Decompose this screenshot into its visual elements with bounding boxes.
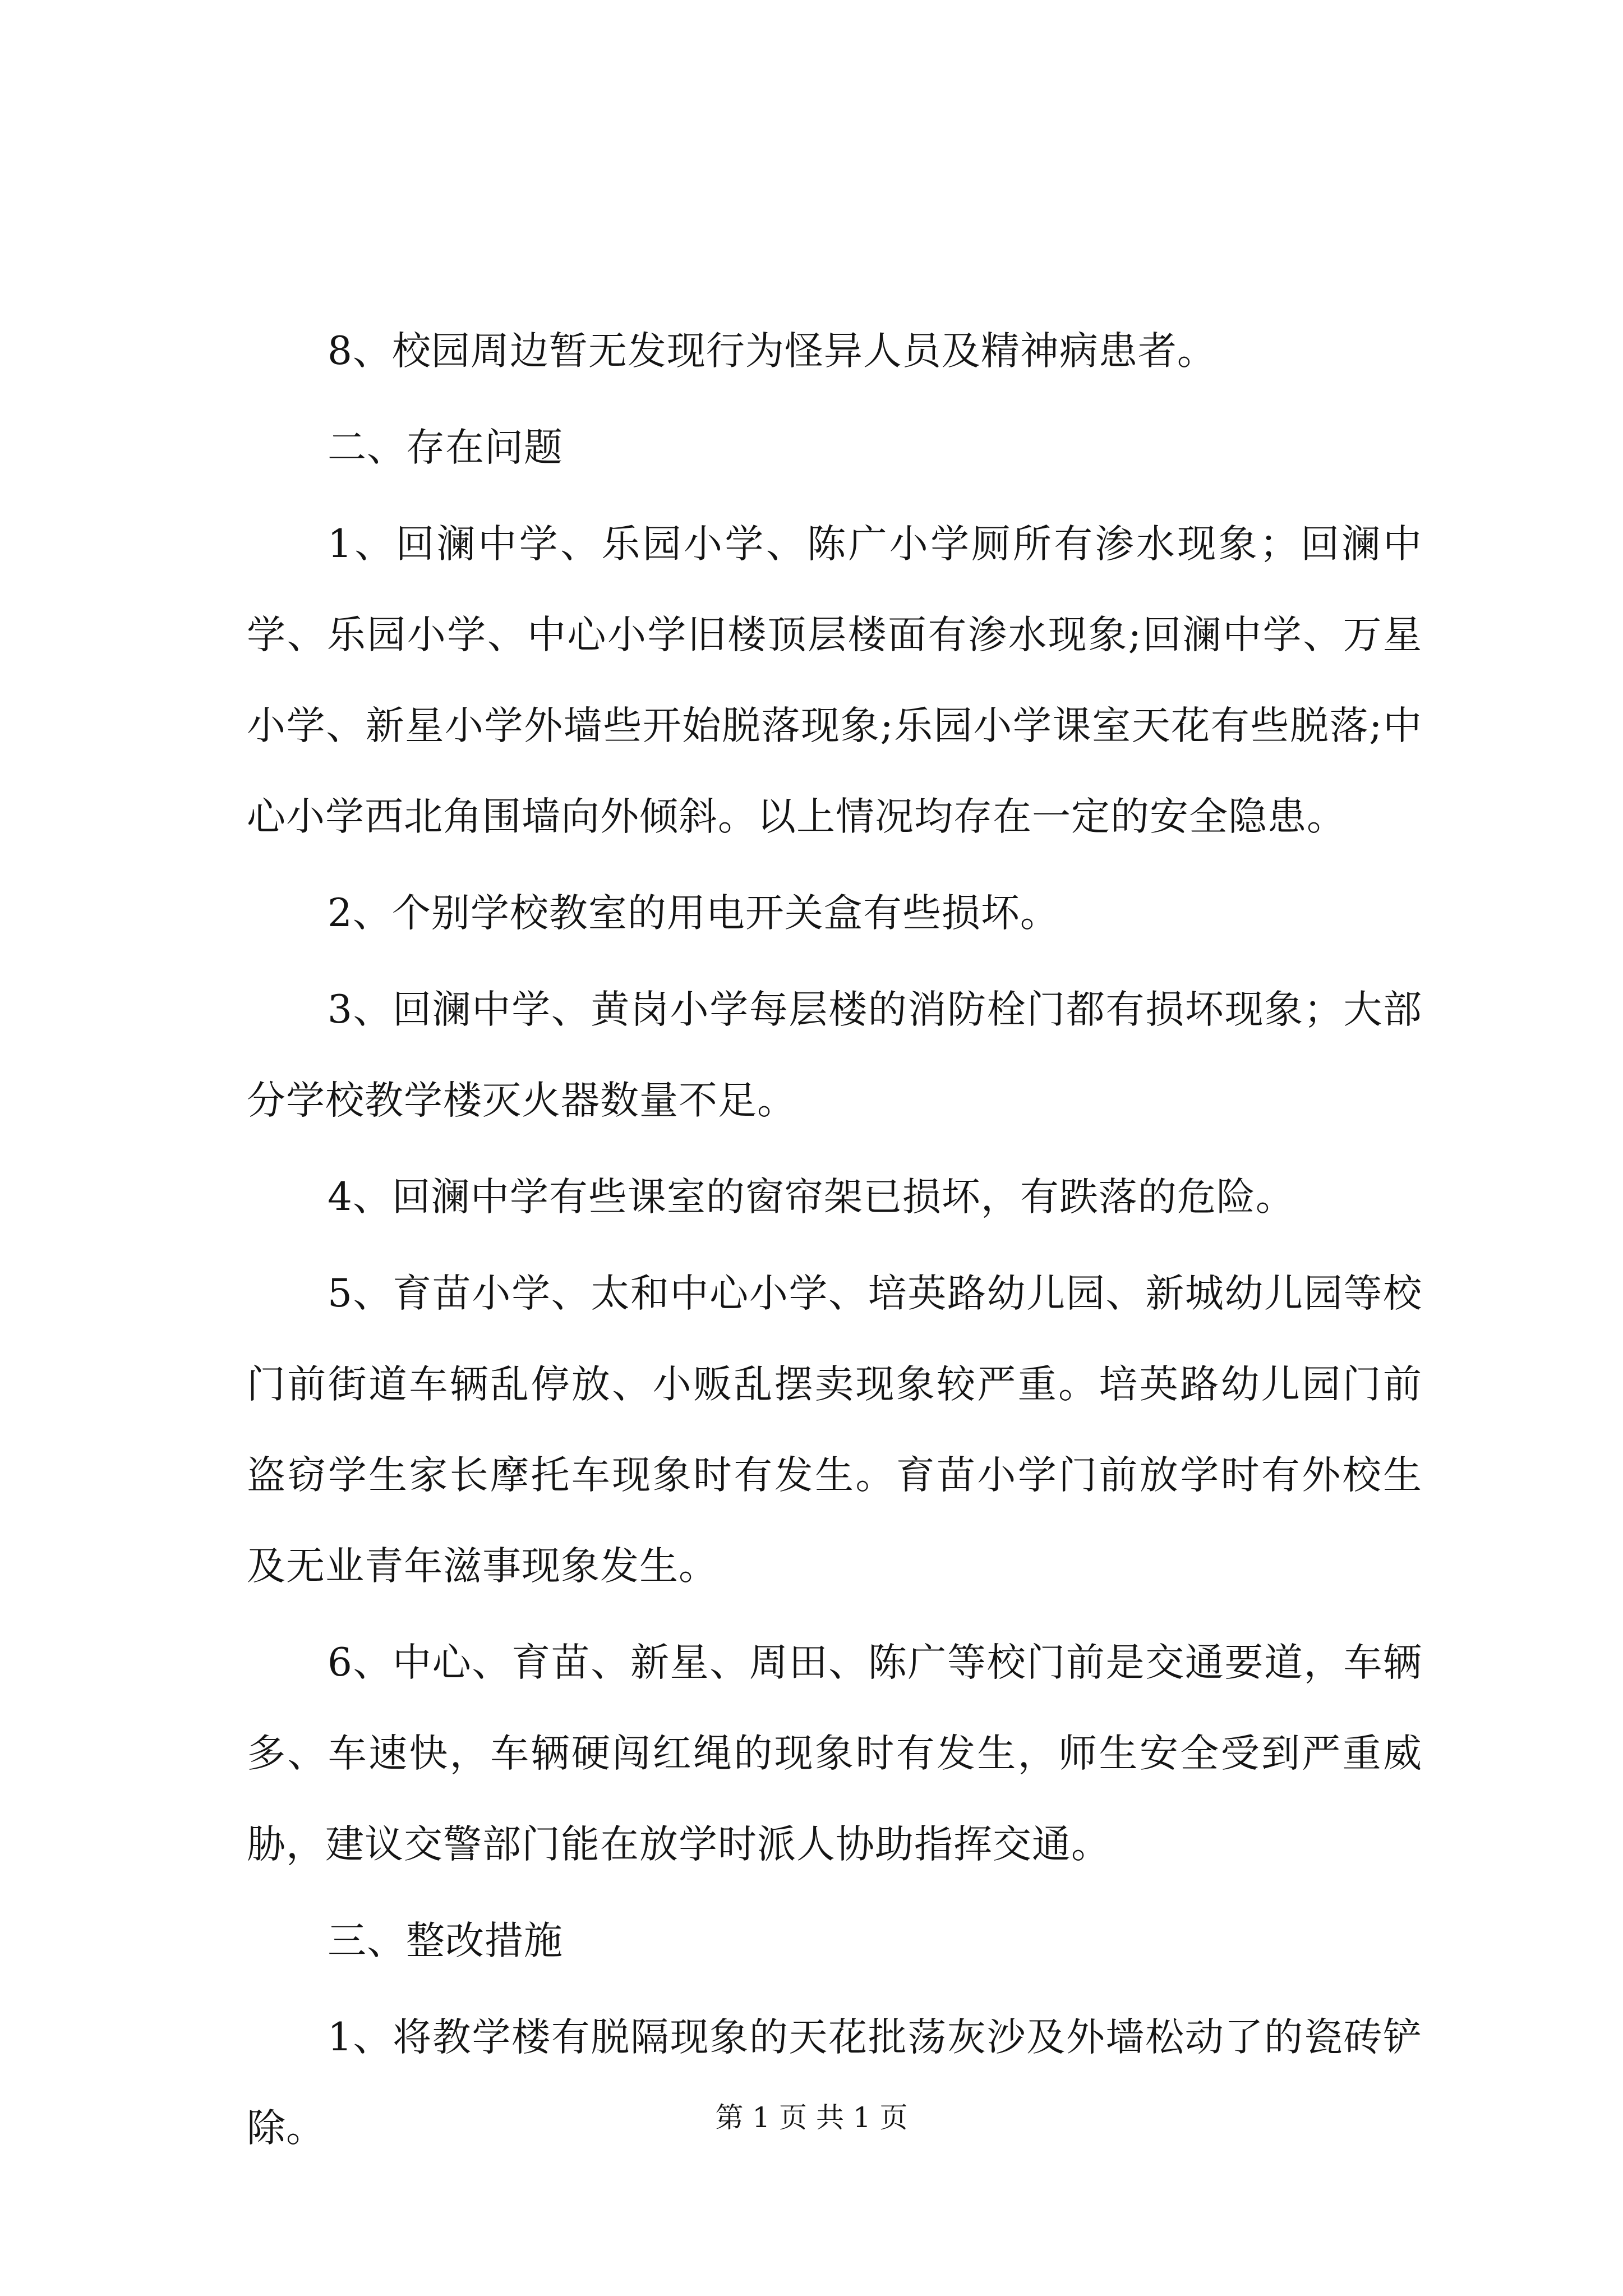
paragraph-problem-4: 4、回澜中学有些课室的窗帘架已损坏，有跌落的危险。 — [328, 1175, 1295, 1220]
paragraph-problem-1: 1、回澜中学、乐园小学、陈广小学厕所有渗水现象；回澜中学、乐园小学、中心小学旧楼顶层楼面有渗水现象;回澜中学、万星小学、新星小学外墙些开始脱落现象;乐园小学课室天花有些脱落;中心小学西北角围墙向外倾斜。以上情况均存在一定的安全隐患。 — [247, 522, 1422, 839]
page-footer: 第 1 页 共 1 页 — [715, 2101, 908, 2134]
section-heading-problems: 二、存在问题 — [328, 425, 563, 470]
paragraph-problem-2: 2、个别学校教室的用电开关盒有些损坏。 — [328, 891, 1059, 936]
document-body — [247, 306, 1422, 2179]
paragraph-measure-1: 1、将教学楼有脱隔现象的天花批荡灰沙及外墙松动了的瓷砖铲除。 — [247, 2015, 1422, 2151]
section-heading-measures: 三、整改措施 — [328, 1918, 563, 1963]
paragraph-problem-3: 3、回澜中学、黄岗小学每层楼的消防栓门都有损坏现象；大部分学校教学楼灭火器数量不足。 — [247, 987, 1422, 1123]
paragraph-problem-5: 5、育苗小学、太和中心小学、培英路幼儿园、新城幼儿园等校门前街道车辆乱停放、小贩乱摆卖现象较严重。培英路幼儿园门前盗窃学生家长摩托车现象时有发生。育苗小学门前放学时有外校生及无业青年滋事现象发生。 — [247, 1271, 1422, 1589]
paragraph-item-8: 8、校园周边暂无发现行为怪异人员及精神病患者。 — [328, 329, 1216, 374]
paragraph-problem-6: 6、中心、育苗、新星、周田、陈广等校门前是交通要道，车辆多、车速快，车辆硬闯红绳的现象时有发生，师生安全受到严重威胁，建议交警部门能在放学时派人协助指挥交通。 — [247, 1640, 1422, 1867]
